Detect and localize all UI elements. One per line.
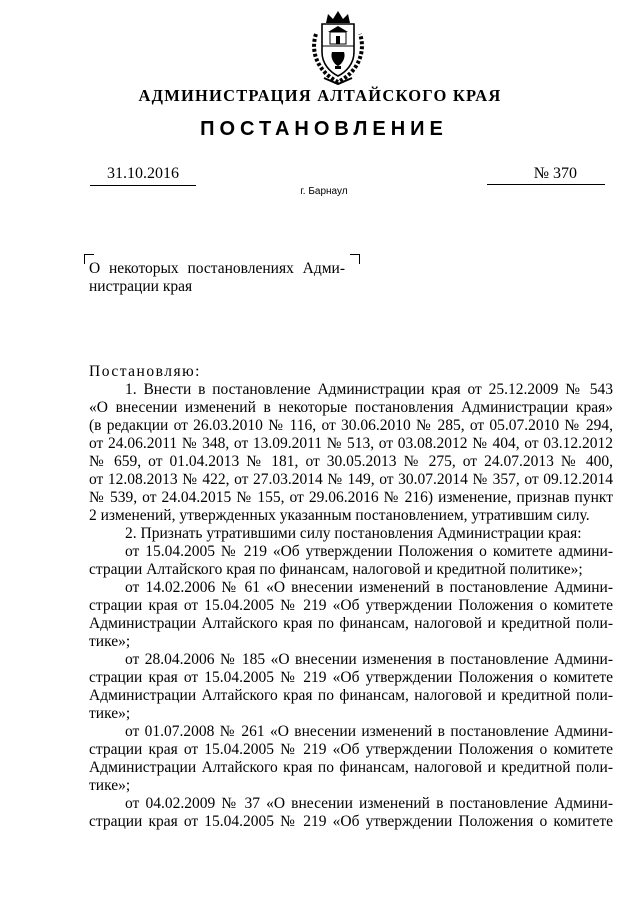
text-line: от 01.07.2008 № 261 «О внесении изменений в постановление Админи-	[125, 723, 613, 740]
text-line: (в редакции от 26.03.2010 № 116, от 30.06.2010 № 285, от 05.07.2010 № 294,	[89, 417, 613, 434]
text-line: 1. Внести в постановление Администрации края от 25.12.2009 № 543	[125, 381, 613, 398]
text-line: 2 изменений, утвержденных указанным постановлением, утратившим силу.	[89, 507, 590, 524]
text-line: Администрации Алтайского края по финансам, налоговой и кредитной поли-	[89, 687, 613, 704]
document-city: г. Барнаул	[300, 186, 348, 197]
title-corner-right	[350, 254, 360, 264]
text-line: тике»;	[89, 633, 131, 650]
document-date: 31.10.2016	[90, 165, 196, 186]
title-line: О некоторых постановлениях Адми-	[89, 260, 345, 277]
paragraph-item-2	[89, 525, 613, 543]
resolve-phrase: Постановляю:	[89, 363, 201, 380]
document-body	[89, 363, 613, 831]
repealed-act-3	[89, 651, 613, 723]
paragraph-item-1	[89, 381, 613, 525]
repealed-act-4	[89, 723, 613, 795]
document-type: ПОСТАНОВЛЕНИЕ	[200, 118, 448, 140]
text-line: 2. Признать утратившими силу постановления Администрации края:	[125, 525, 582, 542]
text-line: страции Алтайского края по финансам, налоговой и кредитной политике»;	[89, 561, 583, 578]
repealed-act-5	[89, 795, 613, 831]
organization-name: АДМИНИСТРАЦИЯ АЛТАЙСКОГО КРАЯ	[138, 86, 502, 105]
text-line: тике»;	[89, 777, 131, 794]
text-line: № 539, от 24.04.2015 № 155, от 29.06.2016 № 216) изменение, признав пункт	[89, 489, 613, 506]
document-title	[89, 260, 345, 296]
document-number: № 370	[487, 165, 605, 185]
repealed-act-1	[89, 543, 613, 579]
text-line: страции края от 15.04.2005 № 219 «Об утверждении Положения о комитете	[89, 813, 613, 830]
text-line: от 24.06.2011 № 348, от 13.09.2011 № 513, от 03.08.2012 № 404, от 03.12.2012	[89, 435, 613, 452]
text-line: страции края от 15.04.2005 № 219 «Об утверждении Положения о комитете	[89, 597, 613, 614]
text-line: от 04.02.2009 № 37 «О внесении изменений в постановление Админи-	[125, 795, 613, 812]
coat-of-arms-icon	[306, 6, 370, 86]
text-line: страции края от 15.04.2005 № 219 «Об утверждении Положения о комитете	[89, 669, 613, 686]
text-line: Администрации Алтайского края по финансам, налоговой и кредитной поли-	[89, 759, 613, 776]
title-line: нистрации края	[89, 278, 193, 295]
text-line: от 12.08.2013 № 422, от 27.03.2014 № 149, от 30.07.2014 № 357, от 09.12.2014	[89, 471, 613, 488]
text-line: страции края от 15.04.2005 № 219 «Об утверждении Положения о комитете	[89, 741, 613, 758]
text-line: Администрации Алтайского края по финансам, налоговой и кредитной поли-	[89, 615, 613, 632]
repealed-act-2	[89, 579, 613, 651]
text-line: от 28.04.2006 № 185 «О внесении изменения в постановление Админи-	[125, 651, 613, 668]
text-line: «О внесении изменений в некоторые постановления Администрации края»	[89, 399, 613, 416]
text-line: тике»;	[89, 705, 131, 722]
text-line: от 14.02.2006 № 61 «О внесении изменений в постановление Админи-	[125, 579, 613, 596]
altai-coat-of-arms-icon	[306, 6, 370, 86]
text-line: от 15.04.2005 № 219 «Об утверждении Положения о комитете админи-	[125, 543, 613, 560]
text-line: № 659, от 01.04.2013 № 181, от 30.05.2013 № 275, от 24.07.2013 № 400,	[89, 453, 613, 470]
